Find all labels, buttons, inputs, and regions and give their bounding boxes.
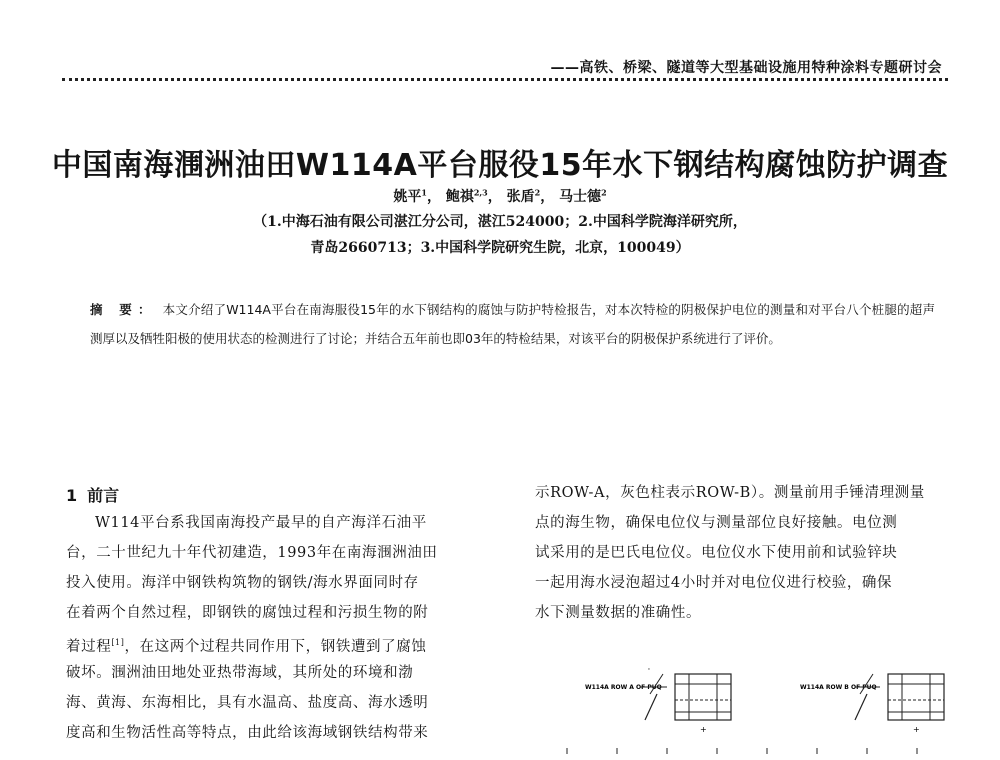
reference-mark: [1]	[111, 638, 125, 647]
affiliation-line-1: （1.中海石油有限公司湛江分公司，湛江524000；2.中国科学院海洋研究所，	[253, 214, 747, 230]
author-affil-mark: 2	[601, 187, 607, 198]
affiliation-line-2: 青岛2660713；3.中国科学院研究生院，北京，100049）	[310, 240, 690, 256]
author-affil-mark: 2,3	[473, 187, 488, 198]
diagram-panel-b	[800, 674, 944, 734]
text-line: 投入使用。海洋中钢铁构筑物的钢铁/海水界面同时存	[66, 575, 419, 591]
running-head: ——高铁、桥梁、隧道等大型基础设施用特种涂料专题研讨会	[550, 60, 942, 76]
diagram-baseline-ticks	[567, 748, 917, 754]
text-line: 度高和生物活性高等特点，由此给该海域钢铁结构带来	[66, 725, 429, 741]
author-affil-mark: 1	[421, 187, 427, 198]
text-line: 点的海生物，确保电位仪与测量部位良好接触。电位测	[535, 515, 898, 531]
author-name: 马士德	[559, 189, 602, 205]
author-name: 张盾	[506, 189, 535, 205]
text-line: 示ROW-A，灰色柱表示ROW-B）。测量前用手锤清理测量	[535, 485, 925, 501]
header-dotted-rule	[62, 78, 948, 81]
diagram-marker: +	[700, 725, 707, 734]
diagram-tick-mark: '	[648, 667, 650, 675]
text-line: 破坏。涠洲油田地处亚热带海域，其所处的环境和渤	[66, 665, 414, 681]
author-affil-mark: 2	[534, 187, 541, 198]
platform-diagram-figure	[555, 662, 955, 760]
left-column-text	[66, 508, 478, 748]
author-name: 鲍祺	[445, 189, 474, 205]
diagram-label-b: W114A ROW B OF PUQ	[800, 684, 877, 691]
diagram-label-a: W114A ROW A OF PUQ	[585, 684, 662, 691]
section-heading	[66, 483, 119, 506]
text-line: 水下测量数据的准确性。	[535, 605, 702, 621]
abstract-text: 本文介绍了W114A平台在南海服役15年的水下钢结构的腐蚀与防护特检报告，对本次特检的阴极保护电位的测量和对平台八个桩腿的超声测厚以及牺牲阳极的使用状态的检测进行了讨论；并结合五年前也即03年的特检结果，对该平台的阴极保护系统进行了评价。	[90, 302, 935, 346]
diagram-marker: +	[913, 725, 920, 734]
text-fragment: ，在这两个过程共同作用下，钢铁遭到了腐蚀	[124, 638, 427, 655]
text-line: 试采用的是巴氏电位仪。电位仪水下使用前和试验锌块	[535, 545, 898, 561]
text-line: 在着两个自然过程，即钢铁的腐蚀过程和污损生物的附	[66, 605, 429, 621]
text-line: 台，二十世纪九十年代初建造，1993年在南海涠洲油田	[66, 545, 438, 561]
author-name: 姚平	[393, 189, 422, 205]
diagram-panel-a	[585, 667, 731, 734]
text-line: 海、黄海、东海相比，具有水温高、盐度高、海水透明	[66, 695, 429, 711]
abstract	[90, 295, 935, 353]
author-list: 姚平$^1$， 鲍祺$^{2,3}$， 张盾$^2$， 马士德$^2$	[393, 187, 607, 205]
section-number: 1	[66, 486, 78, 505]
section-title-text: 前言	[87, 486, 120, 505]
abstract-label: 摘 要：	[90, 302, 157, 317]
text-line: 一起用海水浸泡超过4小时并对电位仪进行校验，确保	[535, 575, 893, 591]
text-line: W114平台系我国南海投产最早的自产海洋石油平	[95, 515, 427, 531]
right-column-text	[535, 478, 950, 628]
text-fragment: 着过程	[66, 638, 112, 655]
text-line	[66, 628, 478, 658]
paper-title: 中国南海涠洲油田W114A平台服役15年水下钢结构腐蚀防护调查	[51, 148, 949, 183]
